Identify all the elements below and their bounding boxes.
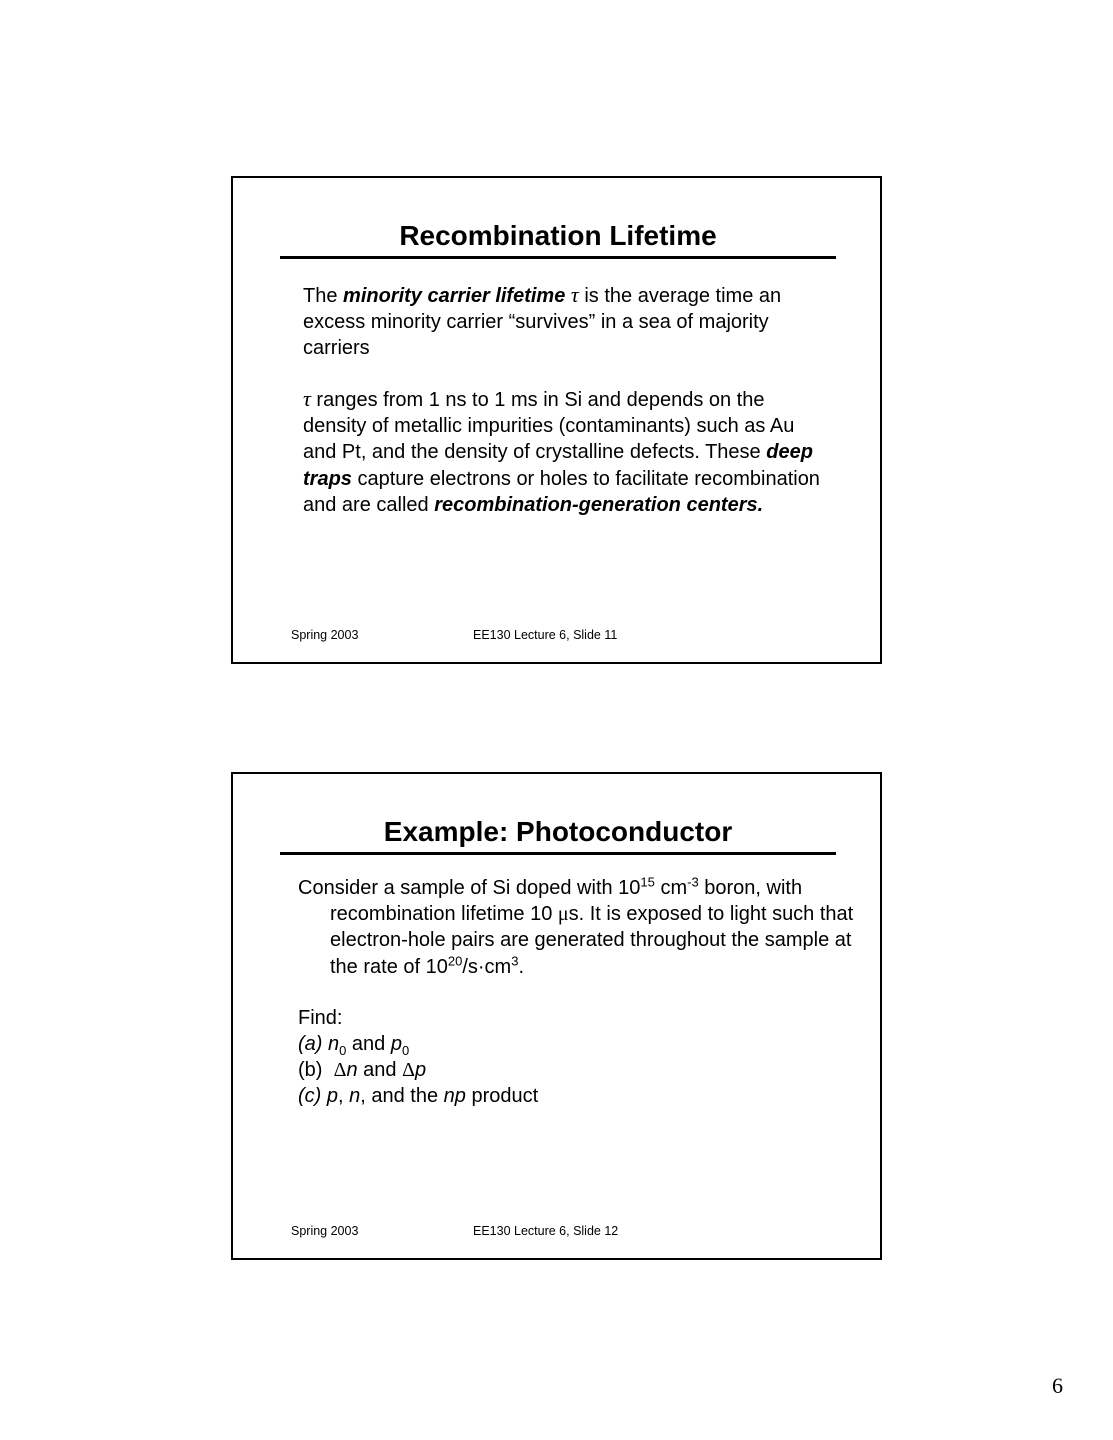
lifetime-definition-paragraph: [303, 282, 823, 362]
footer-slide-id: EE130 Lecture 6, Slide 12: [473, 1224, 619, 1238]
footer-date: Spring 2003: [291, 1224, 359, 1238]
text-run: and: [346, 1033, 391, 1055]
subscript: 0: [401, 1043, 410, 1058]
text-run: product: [465, 1085, 539, 1107]
title-underline: [280, 852, 836, 855]
text-run: The: [303, 285, 344, 307]
text-run: , and the: [360, 1085, 444, 1107]
item-label: (c): [298, 1085, 322, 1107]
mu-symbol: μ: [557, 903, 569, 926]
exponent: 15: [640, 874, 655, 890]
variable: p: [326, 1085, 339, 1107]
variable: p: [414, 1059, 427, 1081]
text-run: /s·cm: [462, 955, 512, 978]
problem-statement: [298, 875, 870, 980]
delta-symbol: Δ: [402, 1059, 415, 1081]
question-a: [298, 1031, 409, 1057]
text-run: ,: [338, 1085, 350, 1107]
variable: np: [443, 1085, 466, 1107]
emphasis-deep-traps: deep traps: [303, 441, 813, 490]
question-b: [298, 1057, 426, 1083]
text-run: capture electrons or holes to facilitate recombination and are called: [303, 467, 820, 516]
variable: n: [346, 1059, 358, 1081]
slide-title: Recombination Lifetime: [399, 220, 717, 251]
variable: n: [328, 1033, 340, 1055]
lifetime-range-paragraph: [303, 386, 823, 518]
text-run: .: [518, 955, 525, 978]
tau-symbol: τ: [303, 386, 311, 411]
tau-symbol: τ: [570, 282, 579, 307]
question-c: [298, 1083, 538, 1109]
slide-11: [231, 176, 882, 664]
footer-date: Spring 2003: [291, 628, 359, 642]
delta-symbol: Δ: [333, 1059, 347, 1081]
text-run: Consider a sample of Si doped with 10: [298, 877, 641, 899]
text-run: s. It is exposed to light such that electron-hole pairs are generated throughout the sample at the rate of 10: [330, 903, 854, 978]
slide-title: Example: Photoconductor: [383, 816, 733, 847]
footer-slide-id: EE130 Lecture 6, Slide 11: [473, 628, 618, 642]
text-run: boron, with recombination lifetime 10: [330, 877, 803, 926]
text-run: cm: [654, 877, 688, 899]
page-number: 6: [1052, 1373, 1063, 1398]
text-run: is the average time an excess minority carrier “survives” in a sea of majority carriers: [303, 285, 782, 360]
text-run: and: [357, 1059, 403, 1081]
emphasis-minority-carrier-lifetime: minority carrier lifetime: [343, 285, 566, 307]
variable: n: [349, 1085, 361, 1107]
item-label: (a): [298, 1033, 323, 1055]
exponent: -3: [687, 874, 699, 890]
item-label: (b): [298, 1059, 323, 1081]
find-label: Find:: [298, 1007, 343, 1029]
emphasis-rg-centers: recombination-generation centers.: [434, 493, 764, 516]
slide-12: [231, 772, 882, 1260]
title-underline: [280, 256, 836, 259]
variable: p: [390, 1033, 402, 1055]
text-run: ranges from 1 ns to 1 ms in Si and depends on the density of metallic impurities (contaminants) such as Au and Pt, and the density of crystalline defects. These: [303, 389, 795, 464]
exponent: 20: [447, 952, 463, 968]
subscript: 0: [339, 1043, 347, 1058]
exponent: 3: [511, 952, 519, 968]
